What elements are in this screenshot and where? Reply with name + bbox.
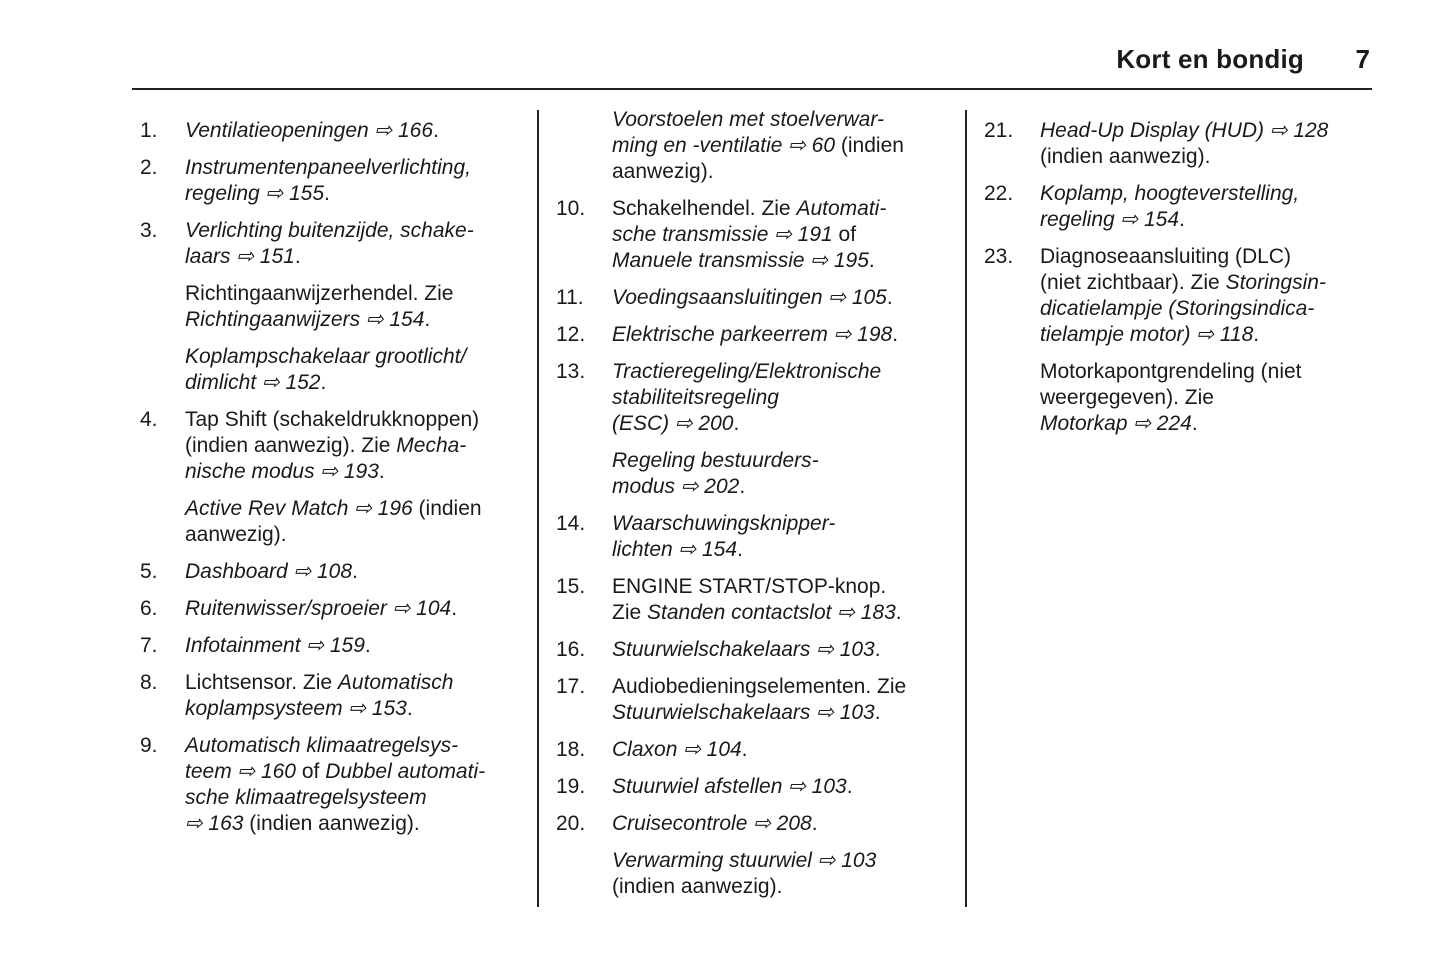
item-number: 12.: [556, 323, 586, 346]
reference-text: Stuurwielschakelaars ⇨ 103: [612, 638, 875, 661]
item-paragraph: [612, 574, 956, 626]
item-number: 19.: [556, 775, 586, 798]
column-divider: [965, 110, 967, 907]
body-text: aanwezig).: [612, 160, 714, 183]
body-text: .: [892, 323, 899, 346]
list-item: [556, 322, 956, 348]
body-text: Diagnoseaansluiting (DLC): [1040, 245, 1291, 268]
item-number: 1.: [140, 119, 158, 142]
list-item: [556, 811, 956, 900]
reference-text: tielampje motor) ⇨ 118: [1040, 323, 1254, 346]
list-item: [140, 559, 530, 585]
body-text: .: [294, 245, 301, 268]
reference-text: Automatisch: [337, 671, 454, 694]
reference-text: Regeling bestuurders-: [612, 449, 819, 472]
reference-text: Verwarming stuurwiel ⇨ 103: [612, 849, 877, 872]
list-item: [556, 107, 956, 185]
item-number: 8.: [140, 671, 158, 694]
reference-text: laars ⇨ 151: [185, 245, 295, 268]
body-text: (niet zichtbaar). Zie: [1040, 271, 1226, 294]
item-paragraph: [185, 118, 530, 144]
item-paragraph: [185, 155, 530, 207]
reference-text: teem ⇨ 160: [185, 760, 296, 783]
item-paragraph: [185, 596, 530, 622]
reference-text: Ventilatieopeningen ⇨ 166: [185, 119, 434, 142]
list-item: [556, 359, 956, 500]
body-text: (indien aanwezig).: [612, 875, 783, 898]
item-paragraph: [185, 344, 530, 396]
item-number: 22.: [984, 182, 1014, 205]
list-item: [140, 155, 530, 207]
item-number: 3.: [140, 219, 158, 242]
list-item: [556, 674, 956, 726]
reference-text: ming en -ventilatie ⇨ 60: [612, 134, 836, 157]
body-text: .: [846, 775, 853, 798]
body-text: (indien aanwezig).: [243, 812, 420, 835]
body-text: of: [296, 760, 326, 783]
item-number: 17.: [556, 675, 586, 698]
item-number: 14.: [556, 512, 586, 535]
item-number: 11.: [556, 286, 584, 309]
item-paragraph: [612, 322, 956, 348]
item-number: 21.: [984, 119, 1014, 142]
page-number: 7: [1355, 44, 1370, 74]
body-text: .: [378, 460, 385, 483]
body-text: .: [424, 308, 431, 331]
reference-text: Elektrische parkeerrem ⇨ 198: [612, 323, 893, 346]
reference-text: Mecha-: [396, 434, 467, 457]
item-paragraph: [612, 848, 956, 900]
reference-text: regeling ⇨ 154: [1040, 208, 1180, 231]
body-text: .: [895, 601, 902, 624]
reference-text: Voorstoelen met stoelverwar-: [612, 108, 884, 131]
item-paragraph: [612, 285, 956, 311]
list-item: [140, 633, 530, 659]
item-paragraph: [612, 674, 956, 726]
item-number: 23.: [984, 245, 1014, 268]
reference-text: Dubbel automati-: [325, 760, 486, 783]
body-text: .: [451, 597, 458, 620]
item-number: 10.: [556, 197, 586, 220]
item-number: 20.: [556, 812, 586, 835]
body-text: .: [320, 371, 327, 394]
item-paragraph: [1040, 181, 1374, 233]
reference-text: Dashboard ⇨ 108: [185, 560, 353, 583]
reference-text: Claxon ⇨ 104: [612, 738, 742, 761]
item-paragraph: [612, 774, 956, 800]
reference-text: Richtingaanwijzers ⇨ 154: [185, 308, 425, 331]
body-text: of: [832, 223, 857, 246]
list-item: [140, 670, 530, 722]
list-item: [140, 596, 530, 622]
reference-text: dicatielampje (Storingsindica-: [1040, 297, 1315, 320]
body-text: .: [433, 119, 439, 142]
reference-text: Motorkap ⇨ 224: [1040, 412, 1192, 435]
list-item: [556, 285, 956, 311]
item-paragraph: [612, 511, 956, 563]
item-number: 4.: [140, 408, 158, 431]
body-text: .: [737, 538, 743, 561]
reference-text: Head-Up Display (HUD) ⇨ 128: [1040, 119, 1329, 142]
reference-text: Instrumentenpaneelverlichting,: [185, 156, 472, 179]
column-middle: [556, 107, 956, 911]
item-paragraph: [185, 281, 530, 333]
body-text: weergegeven). Zie: [1040, 386, 1214, 409]
reference-text: Standen contactslot ⇨ 183: [647, 601, 896, 624]
reference-text: Koplamp, hoogteverstelling,: [1040, 182, 1300, 205]
item-paragraph: [612, 737, 956, 763]
body-text: (indien: [412, 497, 482, 520]
reference-text: Manuele transmissie ⇨ 195: [612, 249, 869, 272]
body-text: Schakelhendel. Zie: [612, 197, 797, 220]
body-text: .: [868, 249, 875, 272]
reference-text: Cruisecontrole ⇨ 208: [612, 812, 812, 835]
list-item: [984, 181, 1374, 233]
reference-text: ⇨ 163: [185, 812, 244, 835]
reference-text: Active Rev Match ⇨ 196: [185, 497, 413, 520]
item-paragraph: [612, 811, 956, 837]
item-paragraph: [1040, 244, 1374, 348]
column-divider: [537, 110, 539, 907]
page-title: Kort en bondig: [1116, 44, 1304, 74]
item-number: 5.: [140, 560, 158, 583]
reference-text: nische modus ⇨ 193: [185, 460, 379, 483]
reference-text: Ruitenwisser/sproeier ⇨ 104: [185, 597, 452, 620]
item-paragraph: [612, 196, 956, 274]
list-item: [140, 407, 530, 548]
reference-text: regeling ⇨ 155: [185, 182, 325, 205]
page-header: [132, 40, 1372, 90]
list-item: [556, 511, 956, 563]
list-item: [556, 196, 956, 274]
list-item: [140, 218, 530, 396]
item-paragraph: [1040, 118, 1374, 170]
reference-text: Automatisch klimaatregelsys-: [185, 734, 459, 757]
item-number: 6.: [140, 597, 158, 620]
body-text: aanwezig).: [185, 523, 287, 546]
body-text: .: [874, 701, 881, 724]
item-number: 7.: [140, 634, 158, 657]
body-text: .: [1191, 412, 1198, 435]
item-paragraph: [612, 107, 956, 185]
item-number: 15.: [556, 575, 586, 598]
body-text: .: [874, 638, 881, 661]
item-paragraph: [612, 448, 956, 500]
body-text: .: [1179, 208, 1185, 231]
body-text: .: [811, 812, 818, 835]
list-item: [556, 774, 956, 800]
reference-text: Storingsin-: [1225, 271, 1326, 294]
list-item: [984, 118, 1374, 170]
reference-text: modus ⇨ 202: [612, 475, 740, 498]
reference-text: Stuurwiel afstellen ⇨ 103: [612, 775, 847, 798]
item-number: 18.: [556, 738, 586, 761]
body-text: (indien: [835, 134, 904, 157]
list-item: [140, 733, 530, 837]
item-paragraph: [612, 637, 956, 663]
list-item: [556, 637, 956, 663]
reference-text: lichten ⇨ 154: [612, 538, 738, 561]
item-paragraph: [185, 670, 530, 722]
item-paragraph: [185, 407, 530, 485]
reference-text: koplampsysteem ⇨ 153: [185, 697, 407, 720]
item-number: 2.: [140, 156, 158, 179]
body-text: Zie: [612, 601, 648, 624]
item-paragraph: [185, 733, 530, 837]
body-text: .: [739, 475, 746, 498]
body-text: Lichtsensor. Zie: [185, 671, 338, 694]
body-text: .: [741, 738, 748, 761]
reference-text: dimlicht ⇨ 152: [185, 371, 321, 394]
reference-text: stabiliteitsregeling: [612, 386, 779, 409]
item-paragraph: [612, 359, 956, 437]
body-text: .: [1253, 323, 1260, 346]
item-paragraph: [1040, 359, 1374, 437]
reference-text: Verlichting buitenzijde, schake-: [185, 219, 474, 242]
reference-text: Waarschuwingsknipper-: [612, 512, 836, 535]
reference-text: sche transmissie ⇨ 191: [612, 223, 833, 246]
reference-text: Infotainment ⇨ 159: [185, 634, 365, 657]
item-number: 9.: [140, 734, 158, 757]
list-item: [556, 737, 956, 763]
item-paragraph: [185, 559, 530, 585]
column-left: [140, 107, 530, 848]
body-text: Audiobedieningselementen. Zie: [612, 675, 907, 698]
list-item: [984, 244, 1374, 437]
list-item: [556, 574, 956, 626]
body-text: .: [406, 697, 413, 720]
item-number: 13.: [556, 360, 586, 383]
body-text: Tap Shift (schakeldrukknoppen): [185, 408, 480, 431]
body-text: .: [352, 560, 358, 583]
body-text: Motorkapontgrendeling (niet: [1040, 360, 1302, 383]
body-text: Richtingaanwijzerhendel. Zie: [185, 282, 454, 305]
item-paragraph: [185, 633, 530, 659]
body-text: .: [324, 182, 330, 205]
body-text: ENGINE START/STOP-knop.: [612, 575, 887, 598]
reference-text: sche klimaatregelsysteem: [185, 786, 427, 809]
column-right: [984, 107, 1374, 448]
item-paragraph: [185, 218, 530, 270]
reference-text: Stuurwielschakelaars ⇨ 103: [612, 701, 875, 724]
body-text: .: [886, 286, 893, 309]
reference-text: Koplampschakelaar grootlicht/: [185, 345, 467, 368]
item-number: 16.: [556, 638, 586, 661]
item-paragraph: [185, 496, 530, 548]
body-text: (indien aanwezig).: [1040, 145, 1211, 168]
reference-text: Tractieregeling/Elektronische: [612, 360, 882, 383]
body-text: .: [364, 634, 371, 657]
body-text: .: [733, 412, 740, 435]
reference-text: Automati-: [796, 197, 887, 220]
list-item: [140, 118, 530, 144]
body-text: (indien aanwezig). Zie: [185, 434, 397, 457]
reference-text: Voedingsaansluitingen ⇨ 105: [612, 286, 887, 309]
reference-text: (ESC) ⇨ 200: [612, 412, 734, 435]
